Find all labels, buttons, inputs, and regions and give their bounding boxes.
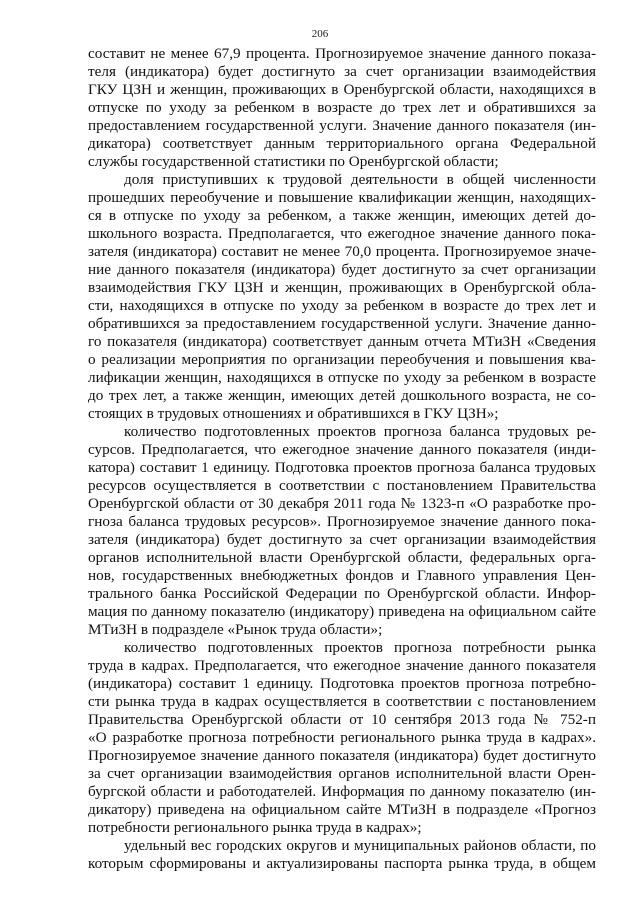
text-line: за счет организации взаимодействия органов исполнительной власти Орен- — [88, 765, 596, 782]
text-line: ся в отпуске по уходу за ребенком, а также женщин, имеющих детей до- — [88, 207, 596, 224]
text-line: сурсов. Предполагается, что ежегодное значение данного показателя (инди- — [88, 441, 596, 458]
text-line: «О разработке прогноза потребности регионального рынка труда в кадрах». — [88, 729, 596, 746]
text-line: сти, находящихся в отпуске по уходу за ребенком в возрасте до трех лет и — [88, 297, 596, 314]
text-line: предоставлением государственной услуги. Значение данного показателя (ин- — [88, 117, 596, 134]
text-line: ГКУ ЦЗН и женщин, проживающих в Оренбургской области, находящихся в — [88, 81, 596, 98]
text-line: которым сформированы и актуализированы паспорта рынка труда, в общем — [88, 855, 596, 872]
text-line: (индикатора) составит 1 единицу. Подготовка проектов прогноза потребно- — [88, 675, 596, 692]
paragraph — [88, 423, 596, 639]
text-line: отпуске по уходу за ребенком в возрасте до трех лет и обратившихся за — [88, 99, 596, 116]
text-line: составит не менее 67,9 процента. Прогнозируемое значение данного показа- — [88, 45, 596, 62]
text-line: потребности регионального рынка труда в кадрах»; — [88, 819, 422, 836]
text-line: Оренбургской области от 30 декабря 2011 года № 1323-п «О разработке про- — [88, 495, 596, 512]
text-line: о реализации мероприятия по организации переобучения и повышения ква- — [88, 351, 596, 368]
text-line: гноза баланса трудовых ресурсов». Прогнозируемое значение данного пока- — [88, 513, 596, 530]
text-line: школьного возраста. Предполагается, что ежегодное значение данного пока- — [88, 225, 596, 242]
text-line: стоящих в трудовых отношениях и обратившихся в ГКУ ЦЗН»; — [88, 405, 499, 422]
text-line: дикатору) приведена на официальном сайте МТиЗН в подразделе «Прогноз — [88, 801, 596, 818]
text-line: до трех лет, а также женщин, имеющих детей дошкольного возраста, не со- — [88, 387, 596, 404]
text-line: мация по данному показателю (индикатору) приведена на официальном сайте — [88, 603, 596, 620]
text-line: труда в кадрах. Предполагается, что ежегодное значение данного показателя — [88, 657, 596, 674]
text-line: дикатора) соответствует данным территориального органа Федеральной — [88, 135, 596, 152]
text-line: го показателя (индикатора) соответствует данным отчета МТиЗН «Сведения — [88, 333, 596, 350]
text-line: сти рынка труда в кадрах осуществляется в соответствии с постановлением — [88, 693, 596, 710]
text-line: удельный вес городских округов и муниципальных районов области, по — [124, 837, 596, 854]
text-line: катора) составит 1 единицу. Подготовка проектов прогноза баланса трудовых — [88, 459, 596, 476]
text-line: органов исполнительной власти Оренбургской области, федеральных орга- — [88, 549, 596, 566]
text-line: службы государственной статистики по Оренбургской области; — [88, 153, 499, 170]
text-line: взаимодействия ГКУ ЦЗН и женщин, проживающих в Оренбургской обла- — [88, 279, 596, 296]
text-line: количество подготовленных проектов прогноза баланса трудовых ре- — [124, 423, 596, 440]
text-line: трального банка Российской Федерации по Оренбургской области. Инфор- — [88, 585, 596, 602]
text-line: лификации женщин, находящихся в отпуске по уходу за ребенком в возрасте — [88, 369, 596, 386]
text-line: ние данного показателя (индикатора) будет достигнуто за счет организации — [88, 261, 596, 278]
text-line: количество подготовленных проектов прогноза потребности рынка — [124, 639, 596, 656]
text-line: ресурсов осуществляется в соответствии с постановлением Правительства — [88, 477, 596, 494]
paragraph — [88, 639, 596, 837]
paragraph — [88, 45, 596, 171]
text-line: нов, государственных внебюджетных фондов и Главного управления Цен- — [88, 567, 596, 584]
text-line: обратившихся за предоставлением государственной услуги. Значение данно- — [88, 315, 596, 332]
text-line: доля приступивших к трудовой деятельности в общей численности — [124, 171, 596, 188]
text-line: зателя (индикатора) будет достигнуто за счет организации взаимодействия — [88, 531, 596, 548]
document-body — [88, 45, 596, 873]
paragraph — [88, 837, 596, 873]
text-line: Правительства Оренбургской области от 10 сентября 2013 года № 752-п — [88, 711, 596, 728]
paragraph — [88, 171, 596, 423]
text-line: теля (индикатора) будет достигнуто за счет организации взаимодействия — [88, 63, 596, 80]
text-line: МТиЗН в подразделе «Рынок труда области»; — [88, 621, 383, 638]
page-number: 206 — [311, 28, 329, 40]
text-line: бургской области и работодателей. Информация по данному показателю (ин- — [88, 783, 596, 800]
text-line: прошедших переобучение и повышение квалификации женщин, находящих- — [88, 189, 596, 206]
text-line: Прогнозируемое значение данного показателя (индикатора) будет достигнуто — [88, 747, 596, 764]
text-line: зателя (индикатора) составит не менее 70,0 процента. Прогнозируемое значе- — [88, 243, 596, 260]
